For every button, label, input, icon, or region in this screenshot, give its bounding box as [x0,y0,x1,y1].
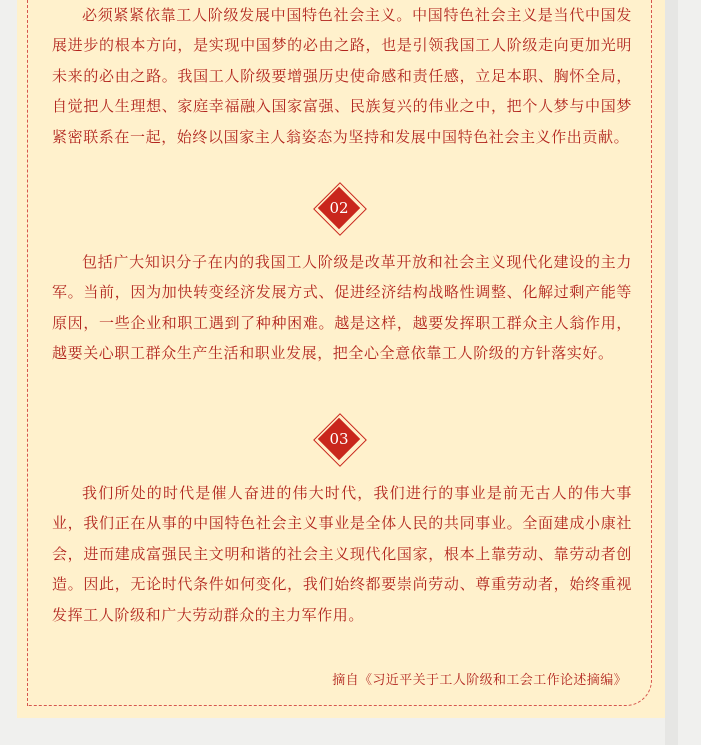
section-badge-02 [313,182,365,234]
paragraph-3: 我们所处的时代是催人奋进的伟大时代，我们进行的事业是前无古人的伟大事业，我们正在从事的中国特色社会主义事业是全体人民的共同事业。全面建成小康社会，进而建成富强民主文明和谐的社会主义现代化国家，根本上靠劳动、靠劳动者创造。因此，无论时代条件如何变化，我们始终都要崇尚劳动、尊重劳动者，始终重视发挥工人阶级和广大劳动群众的主力军作用。 [52,484,632,624]
paragraph-2: 包括广大知识分子在内的我国工人阶级是改革开放和社会主义现代化建设的主力军。当前，因为加快转变经济发展方式、促进经济结构战略性调整、化解过剩产能等原因，一些企业和职工遇到了种种困难。越是这样，越要发挥职工群众主人翁作用，越要关心职工群众生产生活和职业发展，把全心全意依靠工人阶级的方针落实好。 [52,253,632,363]
section-badge-03 [313,413,365,465]
article-card [17,0,665,718]
badge-number: 02 [329,199,349,217]
badge-number: 03 [329,430,349,448]
source-citation: 摘自《习近平关于工人阶级和工会工作论述摘编》 [332,673,627,688]
scrollbar-track[interactable] [665,0,678,745]
paragraph-1: 必须紧紧依靠工人阶级发展中国特色社会主义。中国特色社会主义是当代中国发展进步的根本方向，是实现中国梦的必由之路，也是引领我国工人阶级走向更加光明未来的必由之路。我国工人阶级要增强历史使命感和责任感，立足本职、胸怀全局，自觉把人生理想、家庭幸福融入国家富强、民族复兴的伟业之中，把个人梦与中国梦紧密联系在一起，始终以国家主人翁姿态为坚持和发展中国特色社会主义作出贡献。 [52,6,632,146]
dashed-frame [27,0,652,706]
